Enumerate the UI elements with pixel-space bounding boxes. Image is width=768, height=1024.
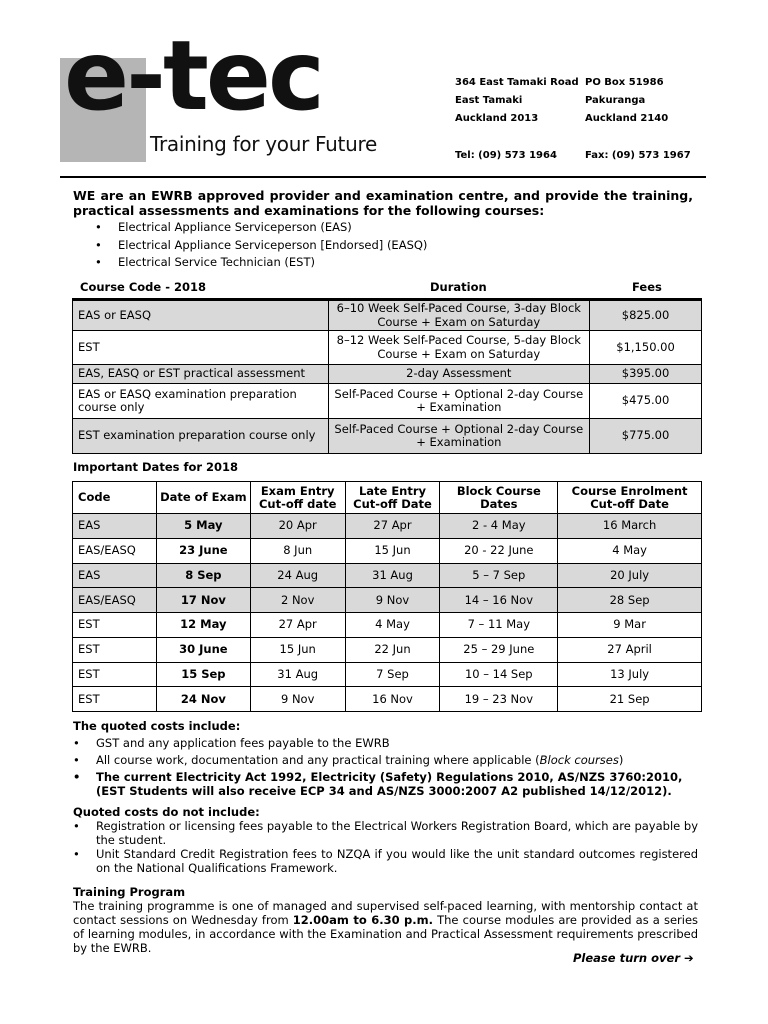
postal-address [585,74,668,128]
cell-late-cutoff: 7 Sep [345,662,440,687]
exclude-list [73,819,698,875]
postal-line: PO Box 51986 [585,77,664,88]
list-item-text: Registration or licensing fees payable to the Electrical Workers Registration Board, which are payable by the student. [96,819,698,847]
dates-table [72,481,702,712]
telephone: Tel: (09) 573 1964 [455,150,557,161]
list-item: • GST and any application fees payable to the EWRB [73,736,390,750]
header-divider [60,176,706,178]
table-header-row [73,482,702,514]
address-line: Auckland 2013 [455,113,539,124]
cell-late-cutoff: 16 Nov [345,687,440,712]
fees-table [72,298,702,454]
address-line: East Tamaki [455,95,523,106]
cell-exam-date: 8 Sep [156,563,250,588]
cell-late-cutoff: 9 Nov [345,588,440,613]
list-item-text: All course work, documentation and any practical training where applicable ( [96,753,540,767]
list-item: • The current Electricity Act 1992, Electricity (Safety) Regulations 2010, AS/NZS 3760:2010, (EST Students will also receive ECP 34 and AS/NZS 3000:2007 A2 published 14/12/2012). [73,770,683,798]
col-header: Course Enrolment Cut-off Date [558,482,702,514]
cell-block-dates: 5 – 7 Sep [440,563,558,588]
paragraph-text: The training programme is one of managed and supervised self-paced learning, with mentorship contact at contact sessions on Wednesday from [73,899,698,927]
list-item-text: ) [618,753,624,767]
fees-code: EAS, EASQ or EST practical assessment [73,365,329,384]
fees-amount: $395.00 [590,365,702,384]
list-item: • All course work, documentation and any practical training where applicable (Block courses) [73,753,624,767]
cell-entry-cutoff: 8 Jun [250,538,345,563]
fees-code: EAS or EASQ examination preparation course only [73,384,329,419]
table-row [73,563,702,588]
col-header: Date of Exam [156,482,250,514]
table-row [73,662,702,687]
postal-line: Pakuranga [585,95,646,106]
dates-title: Important Dates for 2018 [73,460,239,474]
cell-exam-date: 30 June [156,637,250,662]
cell-exam-date: 15 Sep [156,662,250,687]
col-header: Late Entry Cut-off Date [345,482,440,514]
cell-code: EAS/EASQ [73,538,157,563]
cell-exam-date: 23 June [156,538,250,563]
col-header: Block Course Dates [440,482,558,514]
list-item-text: GST and any application fees payable to the EWRB [96,736,390,750]
col-header: Exam Entry Cut-off date [250,482,345,514]
list-item: • Electrical Appliance Serviceperson (EAS) [95,219,427,237]
course-list [95,219,427,272]
fees-amount: $825.00 [590,300,702,331]
cell-code: EAS [73,514,157,539]
fees-code: EAS or EASQ [73,300,329,331]
cell-enrolment-cutoff: 4 May [558,538,702,563]
list-item: • Electrical Service Technician (EST) [95,254,427,272]
fees-duration: Self-Paced Course + Optional 2-day Course + Examination [328,384,590,419]
table-row [73,300,702,331]
training-text [73,899,698,955]
col-header: Code [73,482,157,514]
cell-enrolment-cutoff: 27 April [558,637,702,662]
session-time: 12.00am to 6.30 p.m. [292,913,434,927]
logo-tagline: Training for your Future [150,132,377,156]
cell-code: EAS [73,563,157,588]
turn-over-note: Please turn over ➔ [573,951,694,965]
cell-enrolment-cutoff: 21 Sep [558,687,702,712]
cell-late-cutoff: 31 Aug [345,563,440,588]
cell-block-dates: 14 – 16 Nov [440,588,558,613]
list-item-text: Unit Standard Credit Registration fees to NZQA if you would like the unit standard outcomes registered on the National Qualifications Framework. [96,847,698,875]
emphasis-text: Block courses [539,753,619,767]
list-item-text: The current Electricity Act 1992, Electricity (Safety) Regulations 2010, AS/NZS 3760:2010, (EST Students will also receive ECP 34 and AS/NZS 3000:2007 A2 published 14/12/2012). [96,770,683,798]
table-row [73,384,702,419]
section-heading: Training Program [73,885,186,899]
cell-block-dates: 2 - 4 May [440,514,558,539]
street-address [455,74,579,128]
cell-block-dates: 20 - 22 June [440,538,558,563]
table-row [73,588,702,613]
cell-code: EST [73,613,157,638]
table-row [73,514,702,539]
etec-logo [60,20,390,167]
fees-duration: 8–12 Week Self-Paced Course, 5-day Block Course + Exam on Saturday [328,331,590,365]
table-row [73,613,702,638]
section-heading: The quoted costs include: [73,719,241,733]
table-row [73,637,702,662]
list-item: • Registration or licensing fees payable to the Electrical Workers Registration Board, which are payable by the student. [73,819,698,847]
cell-entry-cutoff: 27 Apr [250,613,345,638]
cell-code: EAS/EASQ [73,588,157,613]
cell-block-dates: 25 – 29 June [440,637,558,662]
postal-line: Auckland 2140 [585,113,669,124]
cell-late-cutoff: 27 Apr [345,514,440,539]
fees-header-code: Course Code - 2018 [80,280,207,294]
paragraph-text: The course modules are provided as a series of learning modules, in accordance with the Examination and Practical Assessment requirements prescribed by the EWRB. [73,913,699,955]
table-row [73,331,702,365]
fees-code: EST examination preparation course only [73,419,329,454]
fees-code: EST [73,331,329,365]
cell-enrolment-cutoff: 20 July [558,563,702,588]
cell-exam-date: 24 Nov [156,687,250,712]
list-item: • Electrical Appliance Serviceperson [Endorsed] (EASQ) [95,237,427,255]
include-list [73,736,698,798]
fees-duration: 2-day Assessment [328,365,590,384]
table-row [73,687,702,712]
list-item: • Unit Standard Credit Registration fees to NZQA if you would like the unit standard outcomes registered on the National Qualifications Framework. [73,847,698,875]
fax: Fax: (09) 573 1967 [585,150,691,161]
cell-block-dates: 19 – 23 Nov [440,687,558,712]
cell-entry-cutoff: 24 Aug [250,563,345,588]
fees-duration: 6–10 Week Self-Paced Course, 3-day Block Course + Exam on Saturday [328,300,590,331]
costs-exclude-section [73,805,698,875]
cell-entry-cutoff: 9 Nov [250,687,345,712]
table-row [73,538,702,563]
cell-entry-cutoff: 20 Apr [250,514,345,539]
cell-code: EST [73,662,157,687]
section-heading: Quoted costs do not include: [73,805,260,819]
fees-amount: $1,150.00 [590,331,702,365]
cell-late-cutoff: 22 Jun [345,637,440,662]
cell-enrolment-cutoff: 28 Sep [558,588,702,613]
cell-code: EST [73,637,157,662]
cell-enrolment-cutoff: 16 March [558,514,702,539]
fees-header-duration: Duration [430,280,487,294]
cell-code: EST [73,687,157,712]
cell-exam-date: 17 Nov [156,588,250,613]
cell-late-cutoff: 4 May [345,613,440,638]
fees-amount: $775.00 [590,419,702,454]
table-row [73,419,702,454]
fees-amount: $475.00 [590,384,702,419]
cell-late-cutoff: 15 Jun [345,538,440,563]
fees-duration: Self-Paced Course + Optional 2-day Course + Examination [328,419,590,454]
costs-include-section [73,719,698,798]
cell-block-dates: 10 – 14 Sep [440,662,558,687]
logo-wordmark: e-tec [64,20,322,132]
cell-enrolment-cutoff: 9 Mar [558,613,702,638]
training-section [73,885,698,955]
cell-exam-date: 12 May [156,613,250,638]
cell-block-dates: 7 – 11 May [440,613,558,638]
cell-entry-cutoff: 2 Nov [250,588,345,613]
address-line: 364 East Tamaki Road [455,77,579,88]
intro-text: WE are an EWRB approved provider and examination centre, and provide the training, practical assessments and examinations for the following courses: [73,188,693,218]
cell-entry-cutoff: 15 Jun [250,637,345,662]
fees-header-fees: Fees [632,280,662,294]
cell-enrolment-cutoff: 13 July [558,662,702,687]
cell-exam-date: 5 May [156,514,250,539]
cell-entry-cutoff: 31 Aug [250,662,345,687]
table-row [73,365,702,384]
